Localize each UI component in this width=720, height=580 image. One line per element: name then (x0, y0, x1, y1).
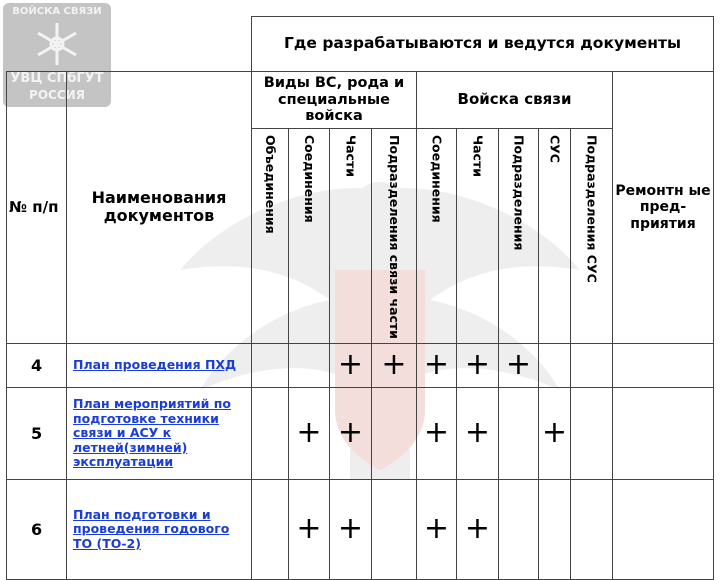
mark-cell: + (457, 479, 499, 579)
mark-cell: + (457, 387, 499, 479)
mark-cell (499, 387, 539, 479)
mark-cell: + (499, 343, 539, 387)
column-header: Части (457, 129, 499, 344)
mark-cell: + (289, 387, 330, 479)
group-header-armed-forces: Виды ВС, рода и специальные войска (252, 72, 417, 129)
mark-cell (372, 387, 417, 479)
mark-cell: + (417, 343, 457, 387)
mark-cell (613, 387, 714, 479)
column-header: Объединения (252, 129, 289, 344)
mark-cell: + (539, 387, 571, 479)
mark-cell (571, 479, 613, 579)
mark-cell (252, 343, 289, 387)
documents-table (6, 16, 714, 580)
mark-cell: + (330, 387, 372, 479)
row-number: 4 (7, 343, 67, 387)
logo-bottom-text-1: УВЦ СПбГУТ (10, 71, 104, 86)
document-name-link[interactable]: План мероприятий по подготовке техники связи и АСУ к летней(зимней) эксплуатации (67, 387, 252, 479)
mark-cell (571, 387, 613, 479)
mark-cell: + (330, 343, 372, 387)
mark-cell (613, 343, 714, 387)
mark-cell: + (330, 479, 372, 579)
group-header-signal-troops: Войска связи (417, 72, 613, 129)
column-header: Соединения (289, 129, 330, 344)
mark-cell (289, 343, 330, 387)
mark-cell: + (417, 479, 457, 579)
logo-top-text: ВОЙСКА СВЯЗИ (12, 6, 102, 17)
row-number: 5 (7, 387, 67, 479)
table-row (7, 387, 714, 479)
mark-cell (252, 479, 289, 579)
mark-cell (252, 387, 289, 479)
mark-cell (499, 479, 539, 579)
mark-cell (613, 479, 714, 579)
repair-header: Ремонтн ые пред-приятия (613, 72, 714, 344)
mark-cell (571, 343, 613, 387)
mark-cell: + (372, 343, 417, 387)
mark-cell: + (289, 479, 330, 579)
num-header: № п/п (7, 72, 67, 344)
column-header: Подразделения СУС (571, 129, 613, 344)
column-header: Соединения (417, 129, 457, 344)
mark-cell (539, 343, 571, 387)
mark-cell: + (457, 343, 499, 387)
column-header: Подразделения связи части (372, 129, 417, 344)
table-row (7, 343, 714, 387)
where-title: Где разрабатываются и ведутся документы (252, 17, 714, 72)
table-row (7, 479, 714, 579)
logo-bottom-text-2: РОССИЯ (29, 88, 85, 102)
mark-cell (539, 479, 571, 579)
mark-cell: + (417, 387, 457, 479)
column-header: Подразделения (499, 129, 539, 344)
column-header: Части (330, 129, 372, 344)
mark-cell (372, 479, 417, 579)
document-name-link[interactable]: План подготовки и проведения годового ТО (ТО-2) (67, 479, 252, 579)
names-header: Наименования документов (67, 72, 252, 344)
document-name-link[interactable]: План проведения ПХД (67, 343, 252, 387)
row-number: 6 (7, 479, 67, 579)
column-header: СУС (539, 129, 571, 344)
